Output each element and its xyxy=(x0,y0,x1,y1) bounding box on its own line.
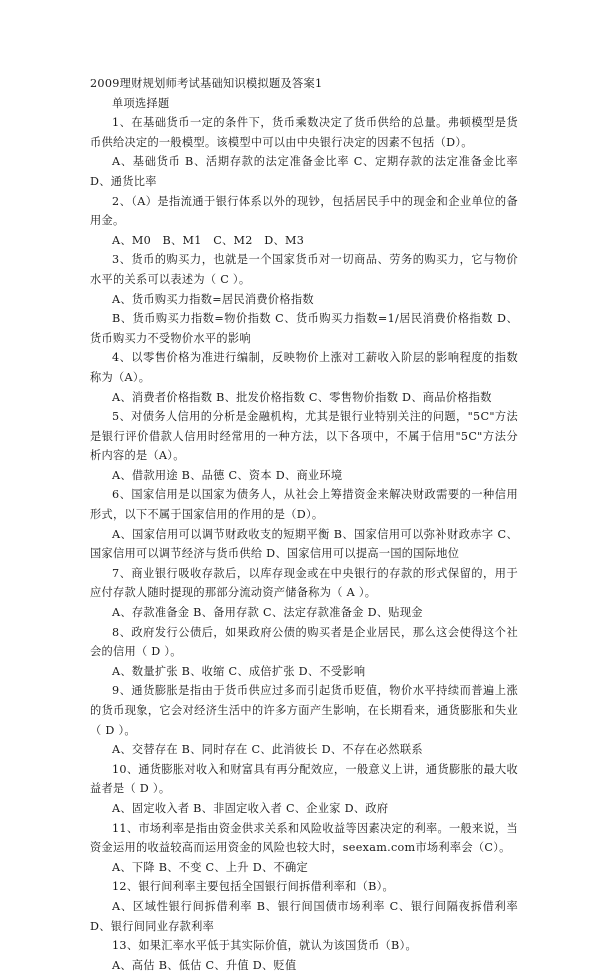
answer-options: A、国家信用可以调节财政收支的短期平衡 B、国家信用可以弥补财政赤字 C、国家信用可以调节经济与货币供给 D、国家信用可以提高一国的国际地位 xyxy=(90,527,518,561)
question-paragraph: 7、商业银行吸收存款后，以库存现金或在中央银行的存款的形式保留的，用于应付存款人随时提现的那部分流动资产储备称为（ A ）。 xyxy=(90,566,518,600)
question-paragraph: 11、市场利率是指由资金供求关系和风险收益等因素决定的利率。一般来说，当资金运用的收益较高而运用资金的风险也较大时，seexam.com市场利率会（C）。 xyxy=(90,821,518,855)
answer-options: A、借款用途 B、品德 C、资本 D、商业环境 xyxy=(112,468,343,482)
document-title: 2009理财规划师考试基础知识模拟题及答案1 xyxy=(90,77,323,90)
question-paragraph: 6、国家信用是以国家为债务人，从社会上筹措资金来解决财政需要的一种信用形式，以下不属于国家信用的作用的是（D）。 xyxy=(90,488,518,522)
answer-options: A、交替存在 B、同时存在 C、此消彼长 D、不存在必然联系 xyxy=(112,743,423,757)
question-paragraph: 3、货币的购买力，也就是一个国家货币对一切商品、劳务的购买力，它与物价水平的关系可以表述为（ C ）。 xyxy=(90,253,518,286)
question-paragraph: 13、如果汇率水平低于其实际价值，就认为该国货币（B）。 xyxy=(112,939,417,953)
question-paragraph: 5、对债务人信用的分析是金融机构，尤其是银行业特别关注的问题，"5C"方法是银行评价借款人信用时经常用的一种方法，以下各项中，不属于信用"5C"方法分析内容的是（A）。 xyxy=(90,410,518,463)
section-heading: 单项选择题 xyxy=(112,96,170,110)
question-paragraph: 2、（A）是指流通于银行体系以外的现钞，包括居民手中的现金和企业单位的备用金。 xyxy=(90,194,518,228)
answer-options: A、消费者价格指数 B、批发价格指数 C、零售物价指数 D、商品价格指数 xyxy=(112,390,492,404)
answer-options: A、存款准备金 B、备用存款 C、法定存款准备金 D、贴现金 xyxy=(112,606,423,620)
answer-options: A、区域性银行间拆借利率 B、银行间国债市场利率 C、银行间隔夜拆借利率 D、银行间同业存款利率 xyxy=(90,899,518,933)
answer-options: A、货币购买力指数=居民消费价格指数 xyxy=(112,292,314,306)
answer-options: A、数量扩张 B、收缩 C、成倍扩张 D、不受影响 xyxy=(112,664,366,678)
question-paragraph: 4、以零售价格为准进行编制，反映物价上涨对工薪收入阶层的影响程度的指数称为（A）。 xyxy=(90,351,518,384)
document-page xyxy=(90,74,518,975)
question-paragraph: 10、通货膨胀对收入和财富具有再分配效应，一般意义上讲，通货膨胀的最大收益者是（ D ）。 xyxy=(90,762,518,796)
question-paragraph: 1、在基础货币一定的条件下，货币乘数决定了货币供给的总量。弗顿模型是货币供给决定的一般模型。该模型中可以由中央银行决定的因素不包括（D）。 xyxy=(90,116,518,149)
question-paragraph: 12、银行间利率主要包括全国银行间拆借利率和（B）。 xyxy=(112,880,394,894)
answer-options: A、固定收入者 B、非固定收入者 C、企业家 D、政府 xyxy=(112,801,389,815)
answer-options: A、高估 B、低估 C、升值 D、贬值 xyxy=(112,958,297,972)
question-paragraph: 8、政府发行公债后，如果政府公债的购买者是企业居民，那么这会使得这个社会的信用（ D ）。 xyxy=(90,625,518,659)
answer-options: A、M0 B、M1 C、M2 D、M3 xyxy=(112,233,305,247)
answer-options: A、基础货币 B、活期存款的法定准备金比率 C、定期存款的法定准备金比率 D、通货比率 xyxy=(90,155,518,188)
answer-options: B、货币购买力指数=物价指数 C、货币购买力指数=1/居民消费价格指数 D、货币购买力不受物价水平的影响 xyxy=(90,312,518,345)
answer-options: A、下降 B、不变 C、上升 D、不确定 xyxy=(112,860,308,874)
question-paragraph: 9、通货膨胀是指由于货币供应过多而引起货币贬值，物价水平持续而普遍上涨的货币现象，它会对经济生活中的许多方面产生影响，在长期看来，通货膨胀和失业（ D ）。 xyxy=(90,684,518,737)
